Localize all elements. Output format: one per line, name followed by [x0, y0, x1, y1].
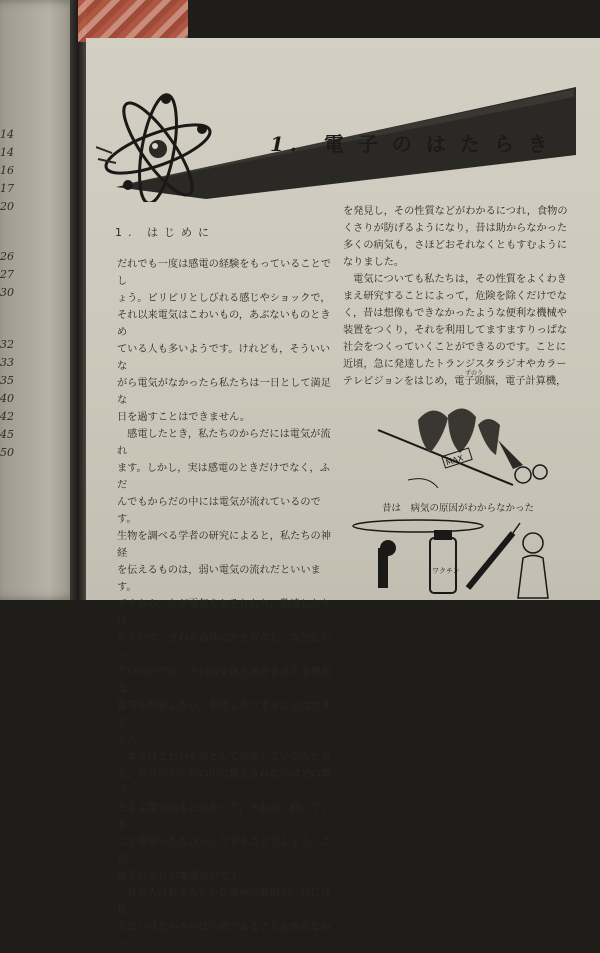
left-page-number: 14 — [0, 128, 14, 141]
text-line: 多くの病気も，さほどおそれなくともすむように — [343, 240, 568, 251]
text-line: かりいて「さわらぬ神にたたりなし」などといっ — [117, 633, 331, 661]
ruby-zuno: ずのう — [465, 370, 484, 377]
illustration-caption: 昔は 病気の原因がわからなかった — [382, 503, 535, 514]
left-page-number: 50 — [0, 446, 14, 459]
left-page-number: 33 — [0, 356, 14, 369]
left-page-number: 26 — [0, 250, 14, 263]
left-page-number: 42 — [0, 410, 14, 423]
bottle-label: ワクチン — [432, 567, 460, 575]
text-line: 装置をつくり，それを利用してますますりっぱな — [343, 325, 568, 336]
text-line: ている人も多いようです。けれども，そういいな — [117, 344, 331, 372]
text-line: なりました。 — [343, 257, 405, 268]
text-line: まえ研究することによって，危険を除くだけでな — [343, 291, 567, 302]
text-line: 感電したとき，私たちのからだには電気が流れ — [117, 429, 331, 457]
text-line: を伝えるものは，弱い電気の流れだといいます。 — [117, 565, 321, 593]
left-page-number: 17 — [0, 182, 14, 195]
text-line: とよぶ電気のもとがあって，それが，動いている — [117, 803, 331, 831]
text-line: も，自分のからだの中に数えきれないほどの電子 — [117, 769, 331, 797]
text-line: ていたのでは，今日の文化生活をささえる便利な — [117, 667, 331, 695]
text-line: だれでも一度は感電の経験をもっていることでし — [117, 259, 331, 287]
max-label: MAX — [444, 453, 465, 468]
text-line: 電気を理解したり，利用したりすることはできま — [117, 701, 331, 729]
left-page-number: 45 — [0, 428, 14, 441]
left-page-number: 40 — [0, 392, 14, 405]
text-line: がら電気がなかったら私たちは一日として満足な — [117, 378, 331, 406]
text-line: テレビジョンをはじめ，電子頭脳，電子計算機， — [343, 376, 567, 387]
text-line: それ以来電気はこわいもの，あぶないものときめ — [117, 310, 331, 338]
section-heading: 1. はじめに — [115, 226, 215, 239]
right-text-column — [343, 203, 583, 390]
text-line: 日を過すことはできません。 — [117, 412, 251, 423]
text-line: ょう。ピリピリとしびれる感じやショックで， — [117, 293, 331, 304]
left-page-number: 30 — [0, 286, 14, 299]
text-line: ことを知ったらびっくりすることでしょう。この — [117, 837, 331, 865]
text-line: ですから，ただ電気をおそれたり，敬遠したりば — [117, 599, 331, 627]
left-page-number: 14 — [0, 146, 14, 159]
text-line: 生物を調べる学者の研究によると，私たちの神経 — [117, 531, 331, 559]
text-line: 近頃，急に発達したトランジスタラジオやカラー — [343, 359, 567, 370]
chapter-title — [270, 128, 562, 157]
text-line: 社会をつくっていくことができるのです。ことに — [343, 342, 567, 353]
left-text-column — [117, 256, 332, 953]
text-line: 電気はこわいものとして敬遠していた人たち — [117, 752, 331, 763]
medicine-illustration — [348, 518, 563, 600]
ribbon-bookmark — [78, 0, 188, 42]
left-page-number: 20 — [0, 200, 14, 213]
left-page-number: 35 — [0, 374, 14, 387]
chapter-number: 1. — [270, 132, 303, 156]
text-line: を発見し，その性質などがわかるにつれ，食物の — [343, 206, 568, 217]
left-page-number: 32 — [0, 338, 14, 351]
text-line: ます。しかし，実は感電のときだけでなく，ふだ — [117, 463, 330, 491]
germs-illustration — [348, 400, 563, 500]
text-line: 昔の人はおそろしい伝染病の原因が，目には見 — [117, 888, 331, 916]
text-line: んでもからだの中には電気が流れているのです。 — [117, 497, 321, 525]
text-line: えないほど小さいばい菌であることを知らなかっ — [117, 922, 331, 950]
text-line: せん。 — [117, 735, 149, 746]
left-page-number: 27 — [0, 268, 14, 281]
text-line: 電気についても私たちは，その性質をよくわき — [343, 274, 567, 285]
chapter-title-text: 電子のはたらき — [323, 132, 562, 156]
text-line: く，昔は想像もできなかったような便利な機械や — [343, 308, 567, 319]
left-page-number: 16 — [0, 164, 14, 177]
book-gutter — [70, 0, 86, 600]
text-line: 電子の流れが電流なのです。 — [117, 871, 249, 882]
text-line: くさりが防げるようになり，昔は助からなかった — [343, 223, 568, 234]
